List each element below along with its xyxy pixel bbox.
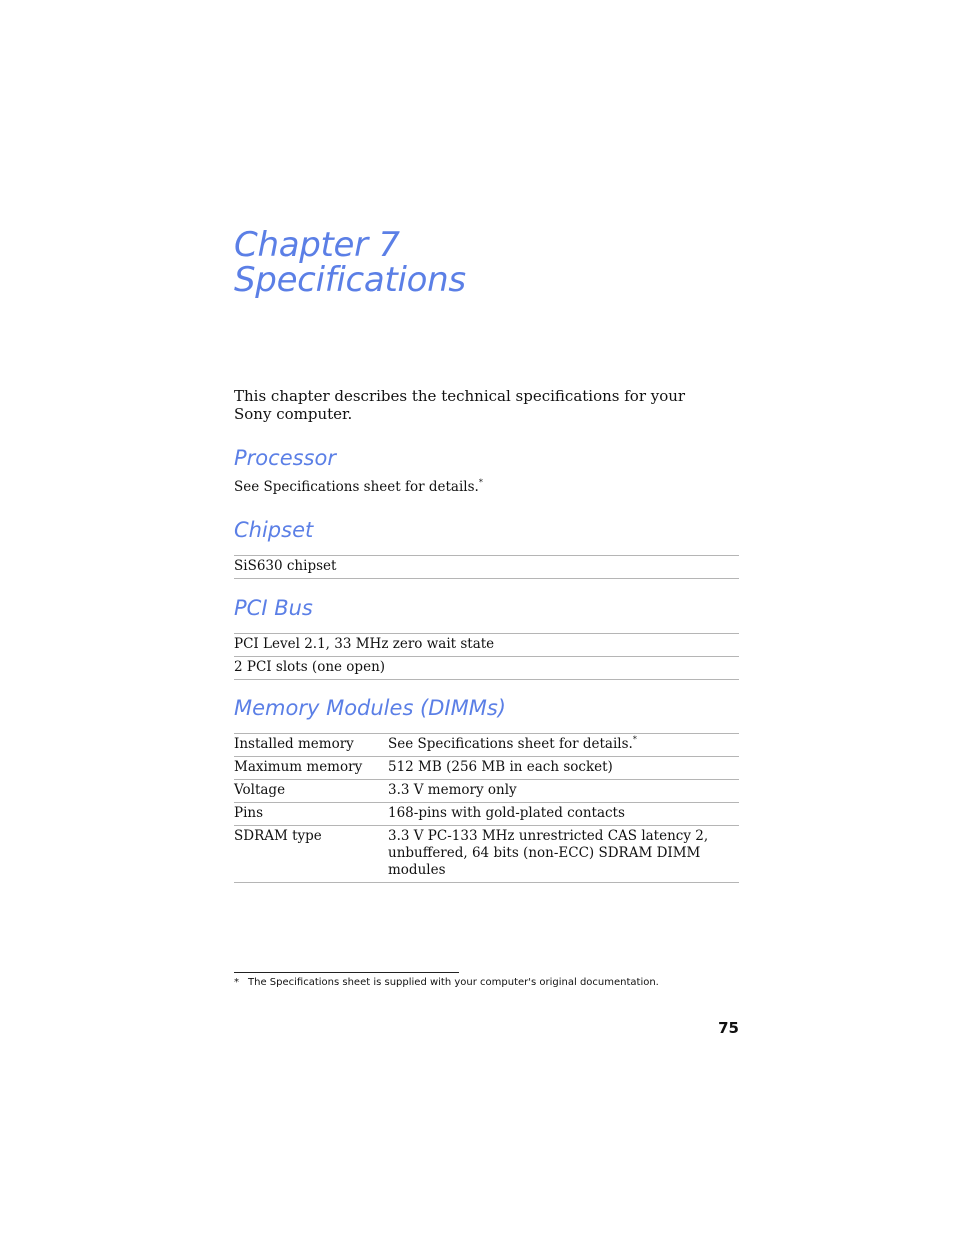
document-page <box>234 0 739 1235</box>
processor-text <box>234 478 483 496</box>
spec-label: Pins <box>234 805 264 821</box>
table-row <box>234 556 739 579</box>
pci-bus-value: 2 PCI slots (one open) <box>234 659 386 675</box>
pci-bus-value: PCI Level 2.1, 33 MHz zero wait state <box>234 636 495 652</box>
spec-value: 168-pins with gold-plated contacts <box>388 805 625 821</box>
page-number: 75 <box>718 1019 739 1037</box>
table-row <box>234 780 739 803</box>
table-row <box>234 826 739 883</box>
chapter-title <box>234 225 466 300</box>
spec-value: 512 MB (256 MB in each socket) <box>388 759 613 775</box>
processor-text-body: See Specifications sheet for details. <box>234 479 479 495</box>
memory-heading: Memory Modules (DIMMs) <box>234 696 506 720</box>
chapter-name: Specifications <box>234 260 466 300</box>
spec-label: SDRAM type <box>234 828 322 844</box>
processor-footnote-mark: * <box>478 478 483 487</box>
chipset-heading: Chipset <box>234 518 314 542</box>
table-row <box>234 757 739 780</box>
spec-value: 3.3 V PC-133 MHz unrestricted CAS latency 2, unbuffered, 64 bits (non-ECC) SDRAM DIMM modules <box>388 828 709 878</box>
spec-value <box>388 736 739 753</box>
footnote-text: The Specifications sheet is supplied with your computer's original documentation. <box>248 977 659 988</box>
spec-label: Installed memory <box>234 736 354 752</box>
table-row <box>234 657 739 680</box>
processor-heading: Processor <box>234 446 336 470</box>
memory-table <box>234 733 739 883</box>
spec-value: 3.3 V memory only <box>388 782 517 798</box>
footnote-mark: * <box>234 977 239 988</box>
intro-paragraph: This chapter describes the technical specifications for your Sony computer. <box>234 387 686 423</box>
spec-label: Voltage <box>234 782 286 798</box>
pci-bus-heading: PCI Bus <box>234 596 313 620</box>
memory-footnote-mark: * <box>632 735 637 744</box>
chipset-value: SiS630 chipset <box>234 558 337 574</box>
chipset-table <box>234 555 739 579</box>
table-row <box>234 734 739 757</box>
footnote-divider <box>234 972 459 973</box>
table-row <box>234 803 739 826</box>
pci-bus-table <box>234 633 739 680</box>
spec-value-text: See Specifications sheet for details. <box>388 736 633 752</box>
table-row <box>234 634 739 657</box>
chapter-number: Chapter 7 <box>234 225 400 265</box>
footnote <box>234 976 659 990</box>
spec-label: Maximum memory <box>234 759 363 775</box>
